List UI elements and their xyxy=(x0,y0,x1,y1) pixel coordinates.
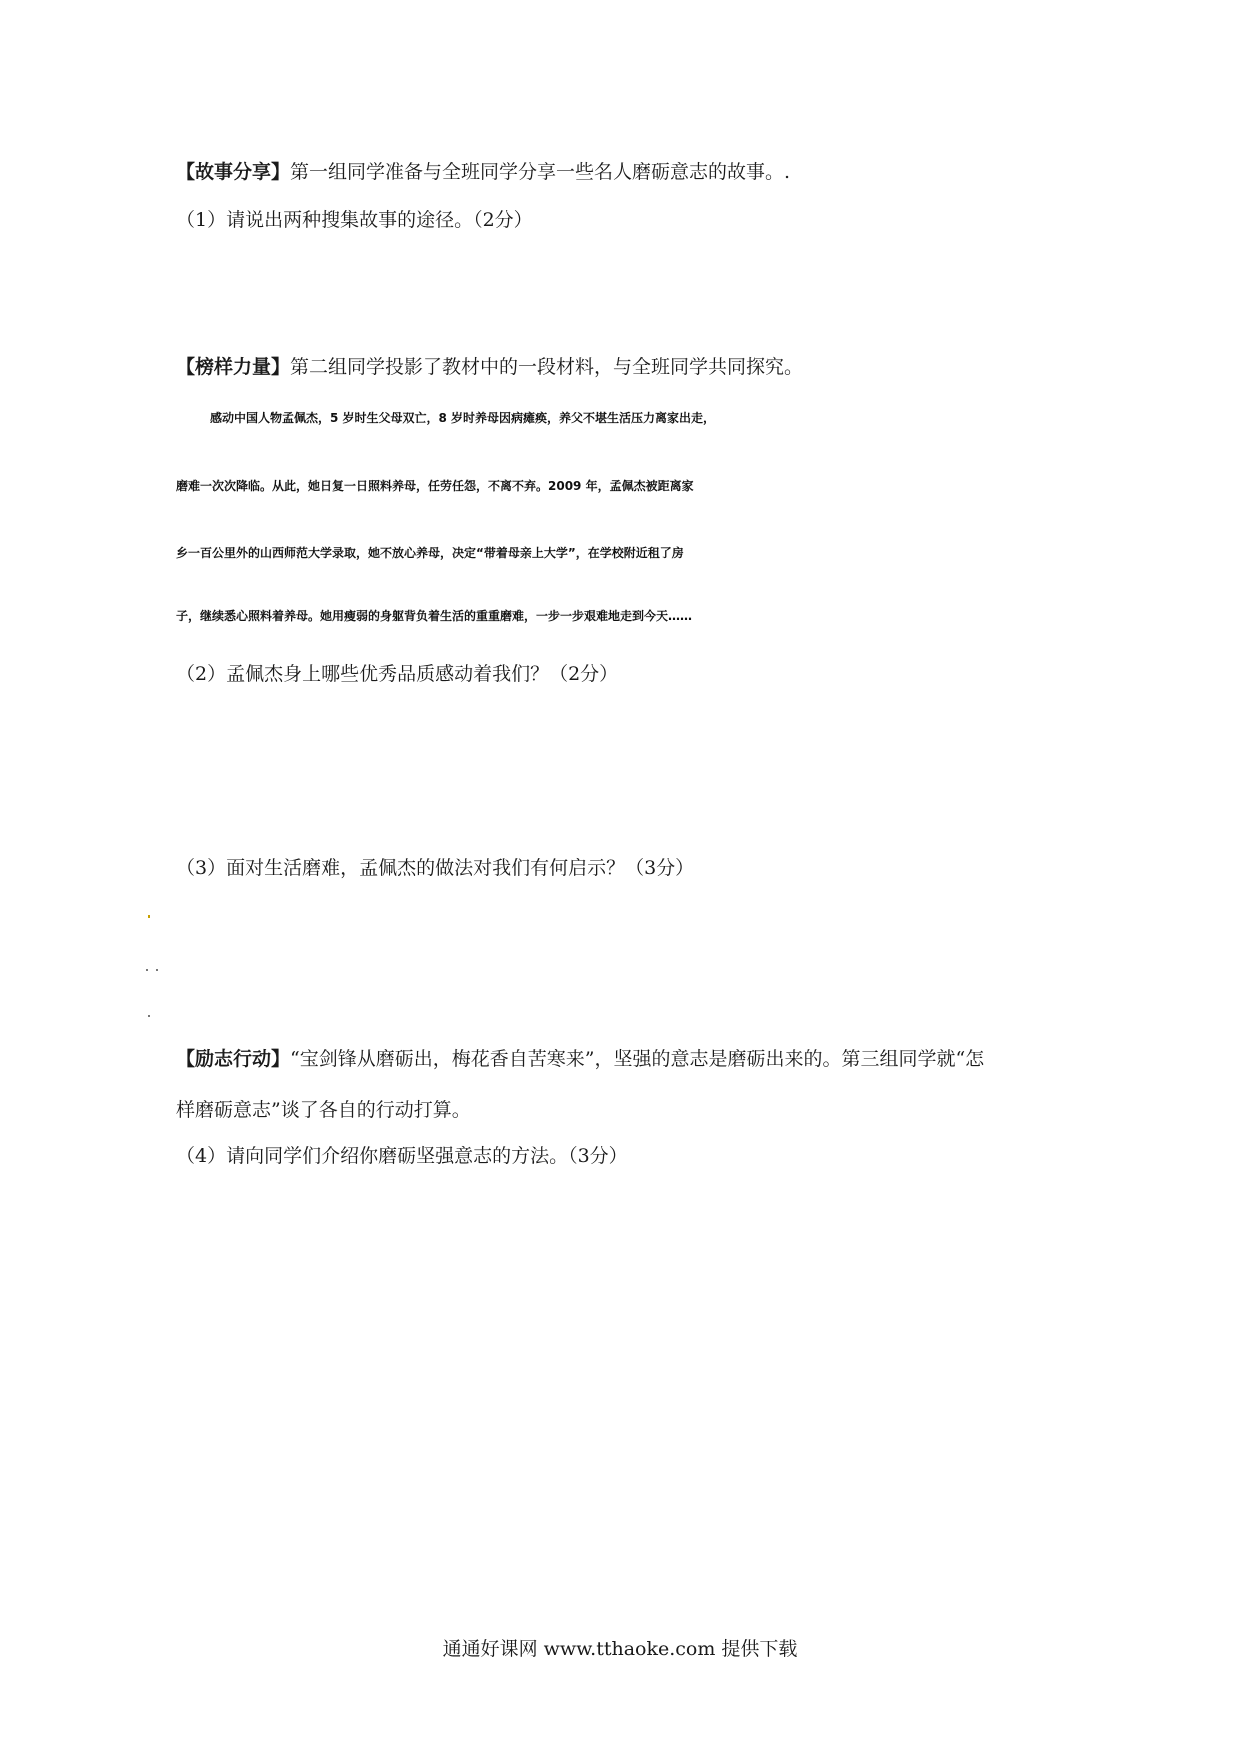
section-tag-model: 【榜样力量】 xyxy=(176,356,291,378)
action-intro-continued: 样磨砺意志”谈了各自的行动打算。 xyxy=(176,1099,471,1121)
action-intro: “宝剑锋从磨砺出，梅花香自苦寒来”，坚强的意志是磨砺出来的。第三组同学就“怎 xyxy=(290,1048,985,1070)
question-3: （3）面对生活磨难，孟佩杰的做法对我们有何启示？（3分） xyxy=(176,857,695,879)
passage-line: 乡一百公里外的山西师范大学录取，她不放心养母，决定“带着母亲上大学”，在学校附近租了房 xyxy=(176,546,684,560)
scan-speck xyxy=(146,969,148,971)
scan-speck xyxy=(156,969,158,971)
section-tag-action: 【励志行动】 xyxy=(176,1048,291,1070)
story-intro: 第一组同学准备与全班同学分享一些名人磨砺意志的故事。. xyxy=(290,161,791,183)
question-1: （1）请说出两种搜集故事的途径。（2分） xyxy=(176,209,533,231)
question-4: （4）请向同学们介绍你磨砺坚强意志的方法。（3分） xyxy=(176,1145,628,1167)
passage-line: 感动中国人物孟佩杰，5 岁时生父母双亡，8 岁时养母因病瘫痪，养父不堪生活压力离家出走， xyxy=(210,411,716,425)
scan-speck xyxy=(148,1015,150,1017)
passage-line: 子，继续悉心照料着养母。她用瘦弱的身躯背负着生活的重重磨难，一步一步艰难地走到今天…… xyxy=(176,609,693,623)
model-intro-line xyxy=(176,354,803,380)
story-intro-line xyxy=(176,159,790,185)
model-intro: 第二组同学投影了教材中的一段材料，与全班同学共同探究。 xyxy=(290,356,804,378)
scan-speck xyxy=(148,915,150,918)
section-tag-story: 【故事分享】 xyxy=(176,161,291,183)
question-2: （2）孟佩杰身上哪些优秀品质感动着我们？（2分） xyxy=(176,663,619,685)
page-footer: 通通好课网 www.tthaoke.com 提供下载 xyxy=(442,1638,798,1660)
action-intro-line xyxy=(176,1046,984,1072)
passage-line: 磨难一次次降临。从此，她日复一日照料养母，任劳任怨，不离不弃。2009 年，孟佩杰被距离家 xyxy=(176,479,694,493)
